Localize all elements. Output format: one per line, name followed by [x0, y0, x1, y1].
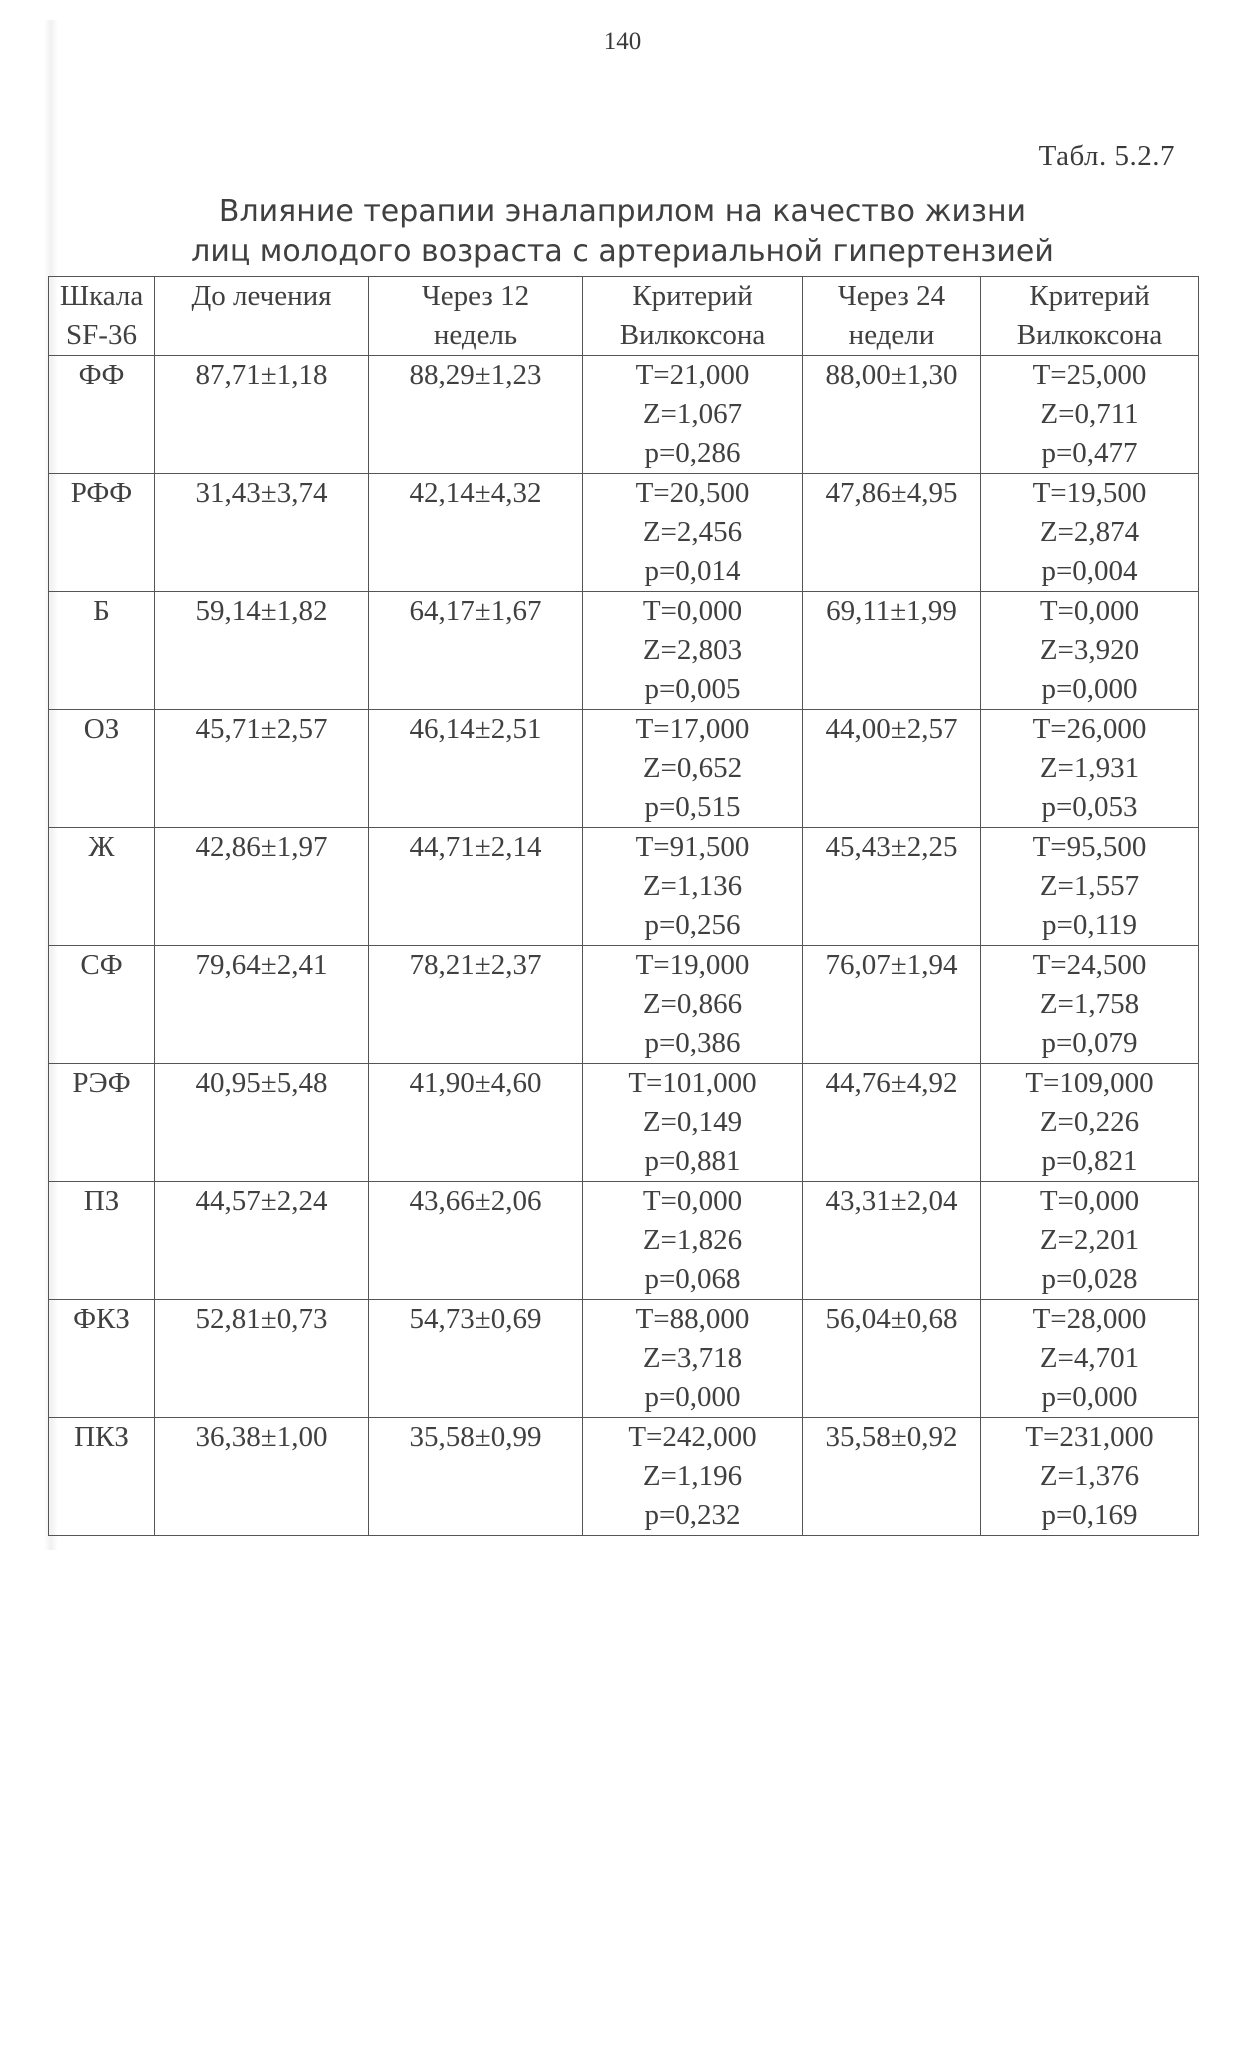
stat-line: Z=2,803 [642, 634, 743, 666]
table-label: Табл. 5.2.7 [1038, 140, 1175, 172]
scale-cell: СФ [49, 946, 155, 1064]
stat-line: T=91,500 [635, 831, 750, 863]
table-row [49, 1182, 1199, 1300]
results-table [48, 276, 1199, 1536]
stat-line: T=0,000 [642, 595, 743, 627]
wilcoxon12-cell [583, 356, 803, 474]
stat-line: Z=1,557 [1039, 870, 1140, 902]
stat-line: p=0,079 [1041, 1027, 1138, 1059]
header-after-24-weeks: Через 24 недели [803, 277, 981, 356]
header-before-treatment: До лечения [155, 277, 369, 356]
stat-line: p=0,477 [1041, 437, 1138, 469]
wilcoxon12-cell [583, 1300, 803, 1418]
week12-cell: 78,21±2,37 [369, 946, 583, 1064]
stat-line: T=101,000 [628, 1067, 757, 1099]
wilcoxon24-cell [981, 356, 1199, 474]
table-row [49, 1300, 1199, 1418]
before-cell: 79,64±2,41 [155, 946, 369, 1064]
stat-line: p=0,000 [644, 1381, 741, 1413]
table-row [49, 1418, 1199, 1536]
stat-line: T=0,000 [1039, 595, 1140, 627]
header-scale: Шкала SF-36 [49, 277, 155, 356]
week24-cell: 56,04±0,68 [803, 1300, 981, 1418]
stat-line: Z=1,758 [1039, 988, 1140, 1020]
scale-cell: ФФ [49, 356, 155, 474]
wilcoxon12-cell [583, 474, 803, 592]
stat-line: p=0,119 [1041, 909, 1138, 941]
week24-cell: 44,00±2,57 [803, 710, 981, 828]
stat-line: Z=0,711 [1040, 398, 1139, 430]
stat-line: T=95,500 [1032, 831, 1147, 863]
week24-cell: 44,76±4,92 [803, 1064, 981, 1182]
stat-line: T=24,500 [1032, 949, 1147, 981]
week24-cell: 76,07±1,94 [803, 946, 981, 1064]
stat-line: Z=1,931 [1039, 752, 1140, 784]
week12-cell: 42,14±4,32 [369, 474, 583, 592]
week24-cell: 43,31±2,04 [803, 1182, 981, 1300]
stat-line: Z=0,866 [642, 988, 743, 1020]
stat-line: p=0,000 [1041, 1381, 1138, 1413]
caption-line-1: Влияние терапии эналаприлом на качество жизни [218, 194, 1027, 229]
stat-line: T=242,000 [628, 1421, 757, 1453]
stat-line: T=19,000 [635, 949, 750, 981]
table-row [49, 828, 1199, 946]
page-number: 140 [603, 28, 642, 55]
stat-line: Z=1,196 [642, 1460, 743, 1492]
stat-line: p=0,256 [644, 909, 741, 941]
table-row [49, 710, 1199, 828]
week24-cell: 35,58±0,92 [803, 1418, 981, 1536]
stat-line: Z=2,456 [642, 516, 743, 548]
week12-cell: 88,29±1,23 [369, 356, 583, 474]
caption-line-2: лиц молодого возраста с артериальной гипертензией [191, 234, 1054, 269]
week12-cell: 54,73±0,69 [369, 1300, 583, 1418]
wilcoxon24-cell [981, 592, 1199, 710]
table-body [49, 356, 1199, 1536]
header-wilcoxon-24: Критерий Вилкоксона [981, 277, 1199, 356]
stat-line: Z=1,376 [1039, 1460, 1140, 1492]
week24-cell: 88,00±1,30 [803, 356, 981, 474]
week24-cell: 69,11±1,99 [803, 592, 981, 710]
before-cell: 44,57±2,24 [155, 1182, 369, 1300]
week12-cell: 43,66±2,06 [369, 1182, 583, 1300]
header-row [49, 277, 1199, 356]
stat-line: Z=2,874 [1039, 516, 1140, 548]
wilcoxon24-cell [981, 1300, 1199, 1418]
header-after-12-weeks: Через 12 недель [369, 277, 583, 356]
stat-line: T=26,000 [1032, 713, 1147, 745]
week24-cell: 47,86±4,95 [803, 474, 981, 592]
wilcoxon12-cell [583, 710, 803, 828]
table-row [49, 946, 1199, 1064]
wilcoxon12-cell [583, 1182, 803, 1300]
wilcoxon12-cell [583, 946, 803, 1064]
scale-cell: Б [49, 592, 155, 710]
stat-line: p=0,053 [1041, 791, 1138, 823]
scale-cell: ПЗ [49, 1182, 155, 1300]
stat-line: T=17,000 [635, 713, 750, 745]
stat-line: T=88,000 [635, 1303, 750, 1335]
wilcoxon24-cell [981, 710, 1199, 828]
stat-line: T=28,000 [1032, 1303, 1147, 1335]
stat-line: T=109,000 [1025, 1067, 1154, 1099]
stat-line: p=0,515 [644, 791, 741, 823]
table-caption [0, 192, 1245, 272]
header-wilcoxon-12: Критерий Вилкоксона [583, 277, 803, 356]
stat-line: Z=0,149 [642, 1106, 743, 1138]
table-row [49, 592, 1199, 710]
stat-line: p=0,068 [644, 1263, 741, 1295]
stat-line: Z=2,201 [1039, 1224, 1140, 1256]
stat-line: p=0,169 [1041, 1499, 1138, 1531]
scale-cell: ПКЗ [49, 1418, 155, 1536]
wilcoxon12-cell [583, 1418, 803, 1536]
table-row [49, 356, 1199, 474]
stat-line: T=0,000 [1039, 1185, 1140, 1217]
table-row [49, 1064, 1199, 1182]
stat-line: Z=1,067 [642, 398, 743, 430]
week12-cell: 41,90±4,60 [369, 1064, 583, 1182]
stat-line: p=0,386 [644, 1027, 741, 1059]
stat-line: Z=3,920 [1039, 634, 1140, 666]
stat-line: p=0,232 [644, 1499, 741, 1531]
stat-line: p=0,004 [1041, 555, 1138, 587]
stat-line: Z=0,226 [1039, 1106, 1140, 1138]
before-cell: 40,95±5,48 [155, 1064, 369, 1182]
stat-line: p=0,286 [644, 437, 741, 469]
week12-cell: 44,71±2,14 [369, 828, 583, 946]
wilcoxon12-cell [583, 1064, 803, 1182]
wilcoxon12-cell [583, 592, 803, 710]
wilcoxon24-cell [981, 946, 1199, 1064]
stat-line: T=19,500 [1032, 477, 1147, 509]
before-cell: 52,81±0,73 [155, 1300, 369, 1418]
stat-line: T=0,000 [642, 1185, 743, 1217]
stat-line: T=25,000 [1032, 359, 1147, 391]
stat-line: Z=0,652 [642, 752, 743, 784]
wilcoxon12-cell [583, 828, 803, 946]
stat-line: p=0,881 [644, 1145, 741, 1177]
week12-cell: 35,58±0,99 [369, 1418, 583, 1536]
stat-line: T=21,000 [635, 359, 750, 391]
stat-line: p=0,014 [644, 555, 741, 587]
stat-line: T=231,000 [1025, 1421, 1154, 1453]
week24-cell: 45,43±2,25 [803, 828, 981, 946]
stat-line: p=0,000 [1041, 673, 1138, 705]
before-cell: 59,14±1,82 [155, 592, 369, 710]
scale-cell: РФФ [49, 474, 155, 592]
wilcoxon24-cell [981, 1182, 1199, 1300]
before-cell: 87,71±1,18 [155, 356, 369, 474]
scale-cell: ФКЗ [49, 1300, 155, 1418]
before-cell: 36,38±1,00 [155, 1418, 369, 1536]
stat-line: p=0,821 [1041, 1145, 1138, 1177]
scale-cell: Ж [49, 828, 155, 946]
stat-line: Z=4,701 [1039, 1342, 1140, 1374]
wilcoxon24-cell [981, 1418, 1199, 1536]
wilcoxon24-cell [981, 474, 1199, 592]
stat-line: Z=1,826 [642, 1224, 743, 1256]
stat-line: Z=1,136 [642, 870, 743, 902]
scale-cell: ОЗ [49, 710, 155, 828]
table-row [49, 474, 1199, 592]
before-cell: 42,86±1,97 [155, 828, 369, 946]
stat-line: T=20,500 [635, 477, 750, 509]
stat-line: p=0,005 [644, 673, 741, 705]
scale-cell: РЭФ [49, 1064, 155, 1182]
wilcoxon24-cell [981, 1064, 1199, 1182]
stat-line: Z=3,718 [642, 1342, 743, 1374]
wilcoxon24-cell [981, 828, 1199, 946]
week12-cell: 64,17±1,67 [369, 592, 583, 710]
before-cell: 45,71±2,57 [155, 710, 369, 828]
stat-line: p=0,028 [1041, 1263, 1138, 1295]
before-cell: 31,43±3,74 [155, 474, 369, 592]
week12-cell: 46,14±2,51 [369, 710, 583, 828]
